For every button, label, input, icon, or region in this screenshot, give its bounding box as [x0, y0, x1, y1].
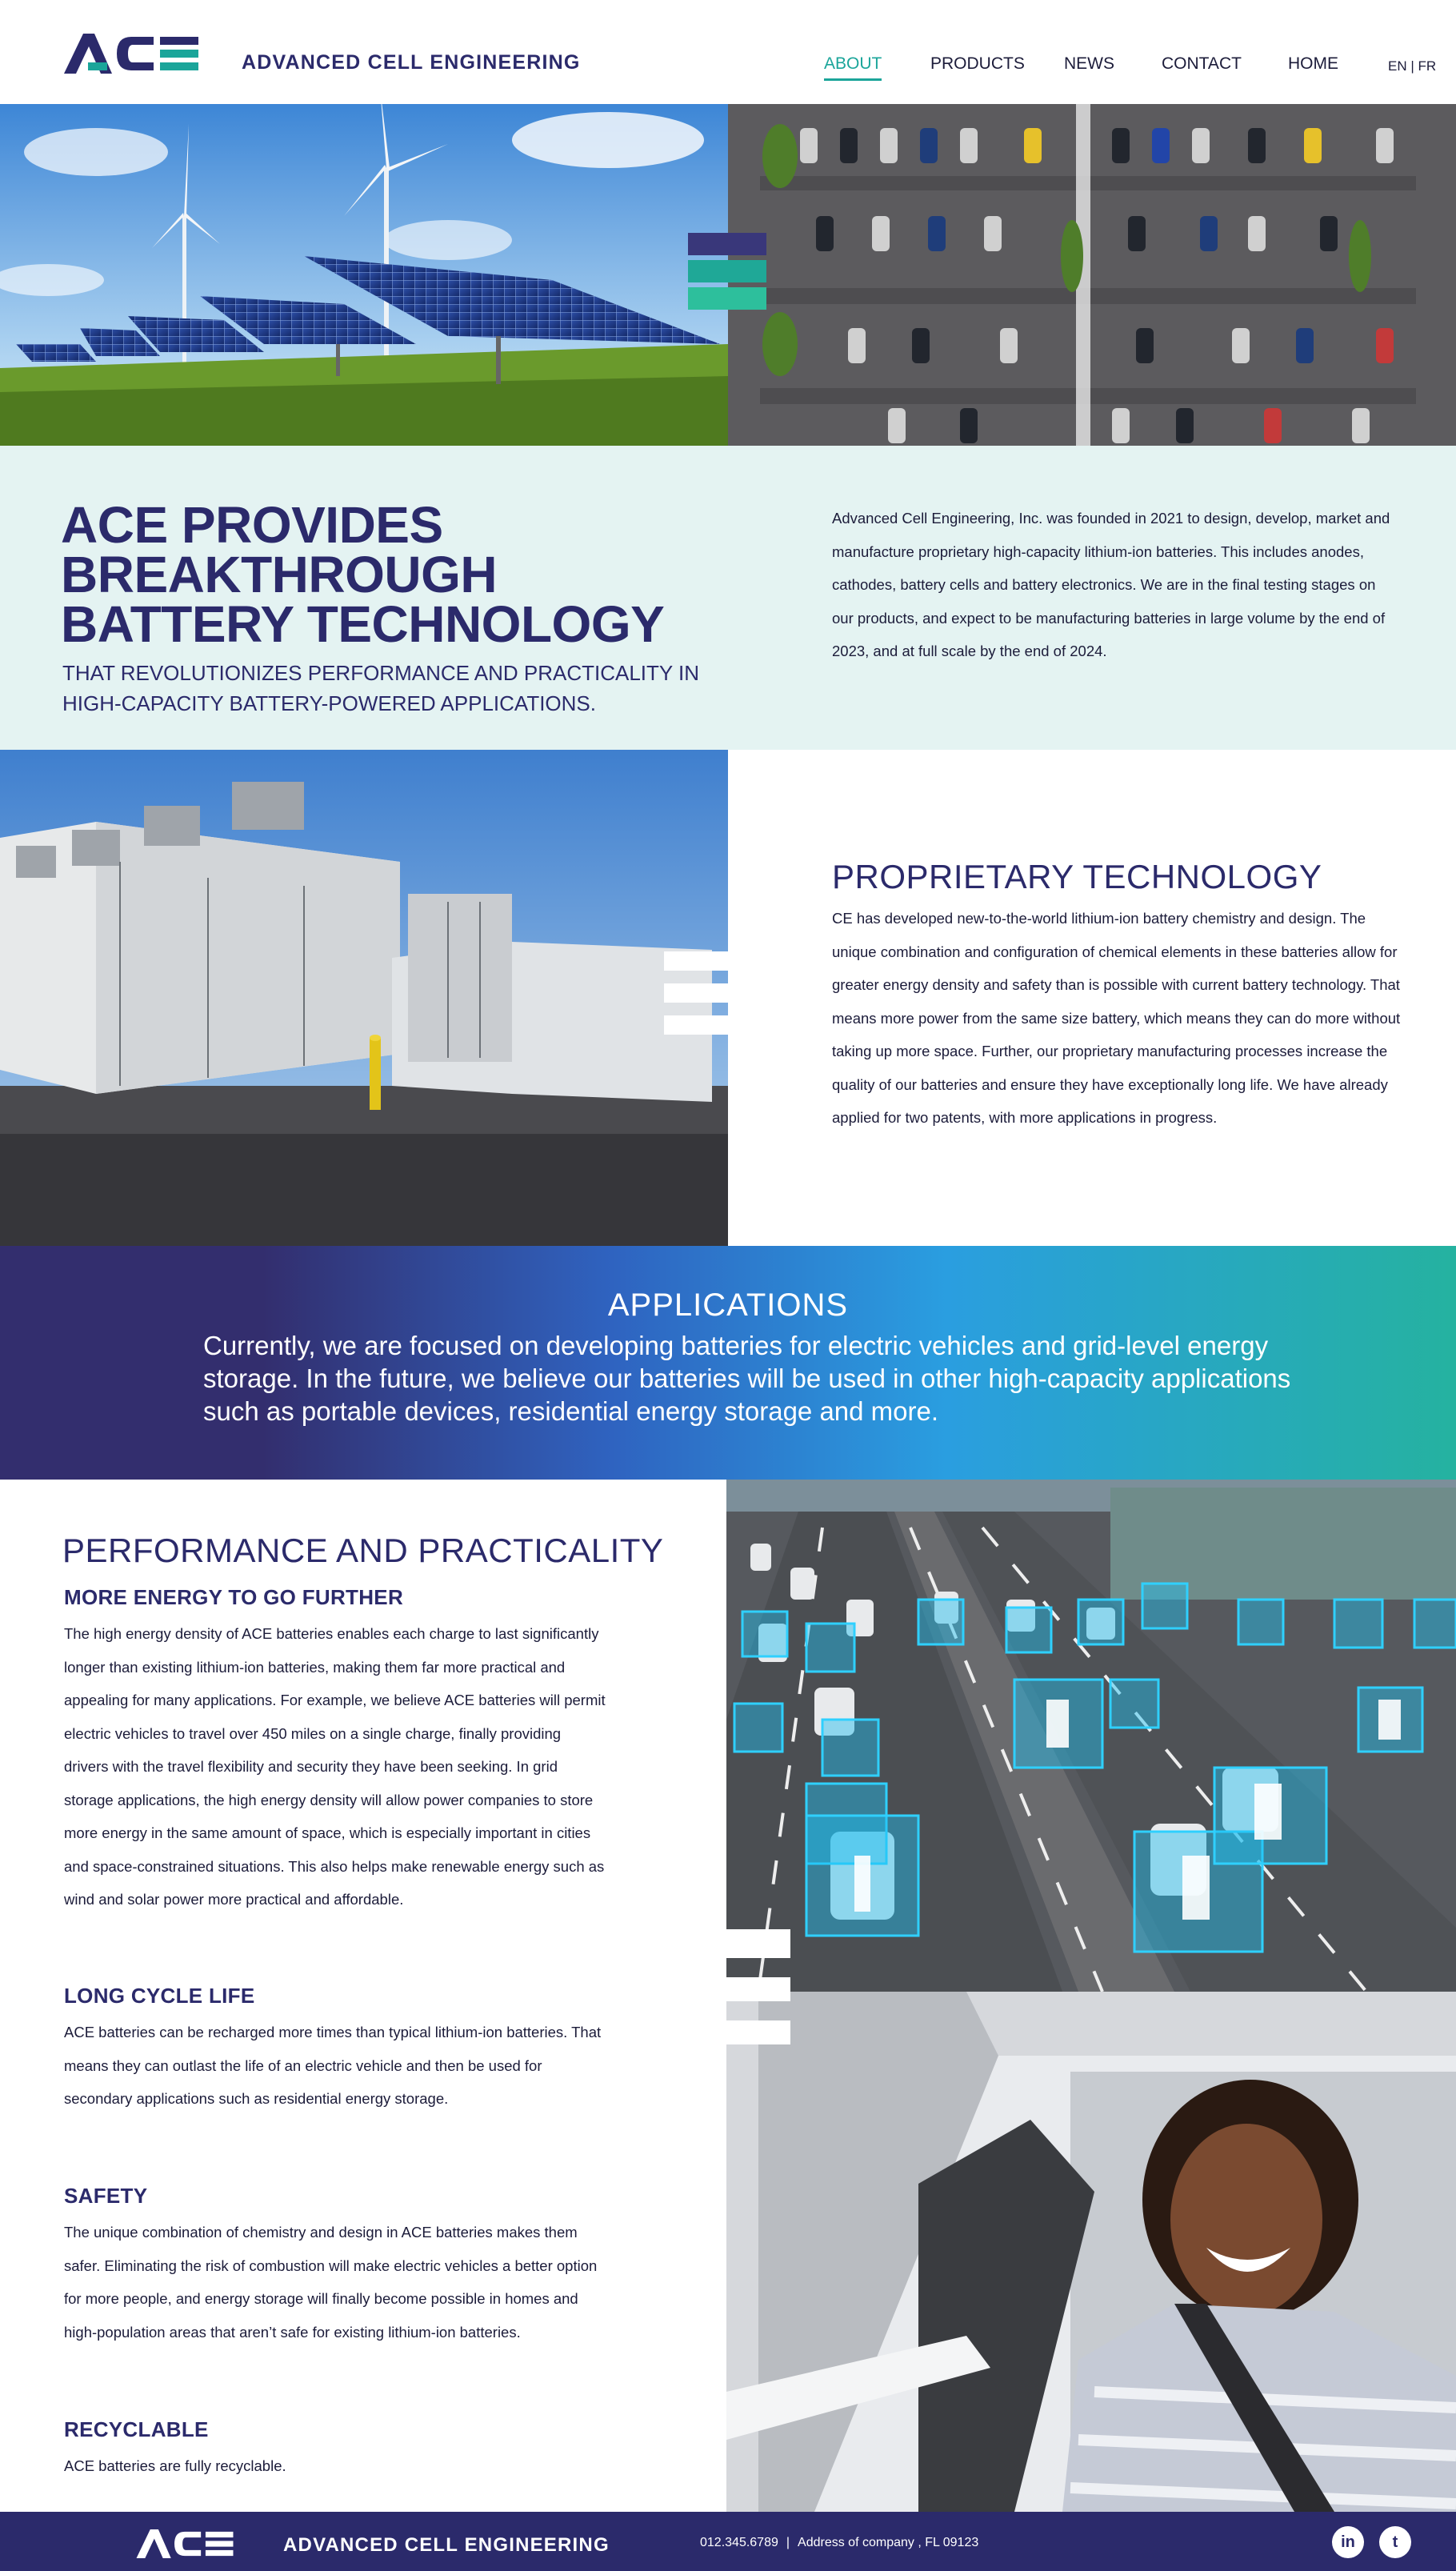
accent-bar [688, 233, 766, 255]
site-footer [0, 2512, 1456, 2571]
intro-headline: ACE PROVIDES BREAKTHROUGH BATTERY TECHNOLOGY [61, 496, 665, 653]
section-text-safety: The unique combination of chemistry and design in ACE batteries makes them safer. Eliminating the risk of combustion will make electric vehicles a better option for more people, and energy storage will finally become possible in homes and high-population areas that aren’t safe for existing lithium-ion batteries. [64, 2224, 598, 2341]
applications-section [0, 1246, 1456, 1480]
section-text-recyclable: ACE batteries are fully recyclable. [64, 2457, 286, 2474]
woman-driving-image [726, 1992, 1456, 2512]
hero-images [0, 104, 1456, 446]
footer-address: Address of company , FL 09123 [798, 2536, 979, 2549]
image-accent-bars-2 [726, 1929, 790, 2056]
intro-subheadline: THAT REVOLUTIONIZES PERFORMANCE AND PRACTICALITY IN HIGH-CAPACITY BATTERY-POWERED APPLICATIONS. [62, 661, 700, 715]
twitter-icon[interactable]: t [1379, 2526, 1411, 2558]
nav-products[interactable]: PRODUCTS [930, 54, 1025, 73]
applications-title: APPLICATIONS [607, 1288, 849, 1323]
footer-contact [700, 2536, 978, 2550]
intro-section [0, 446, 1456, 750]
performance-title: PERFORMANCE AND PRACTICALITY [62, 1532, 664, 1569]
ace-logo[interactable] [64, 34, 198, 74]
ace-footer-logo[interactable] [133, 2529, 237, 2558]
nav-home[interactable]: HOME [1288, 54, 1338, 73]
nav-about[interactable]: ABOUT [824, 54, 882, 73]
section-heading-recyclable: RECYCLABLE [64, 2417, 209, 2441]
section-text-energy: The high energy density of ACE batteries enables each charge to last significantly longer than existing lithium-ion batteries, making them far more practical and appealing for many applications. For example, we believe ACE batteries will permit electric vehicles to travel over 450 miles on a single charge, finally providing drivers with the travel flexibility and security they have been seeking. In grid storage applications, the high energy density will allow power companies to store more energy in the same amount of space, which is especially important in cities and space-constrained situations. This also helps make renewable energy such as wind and solar power more practical and affordable. [64, 1625, 606, 1908]
site-header [0, 0, 1456, 104]
section-heading-energy: MORE ENERGY TO GO FURTHER [64, 1585, 404, 1609]
applications-paragraph: Currently, we are focused on developing batteries for electric vehicles and grid-level energy storage. In the future, we believe our batteries will be used in other high-capacity applications such as portable devices, residential energy storage and more. [203, 1331, 1291, 1426]
highway-traffic-image [726, 1480, 1456, 1992]
section-heading-cycle: LONG CYCLE LIFE [64, 1984, 255, 2008]
nav-news[interactable]: NEWS [1064, 54, 1114, 73]
footer-brand: ADVANCED CELL ENGINEERING [283, 2534, 610, 2556]
footer-separator: | [786, 2536, 790, 2549]
intro-paragraph: Advanced Cell Engineering, Inc. was founded in 2021 to design, develop, market and manufacture proprietary high-capacity lithium-ion batteries. This includes anodes, cathodes, battery cells and battery electronics. We are in the final testing stages on our products, and expect to be manufacturing batteries in large volume by the end of 2023, and at full scale by the end of 2024. [832, 510, 1390, 659]
nav-contact[interactable]: CONTACT [1162, 54, 1242, 73]
footer-phone[interactable]: 012.345.6789 [700, 2536, 778, 2549]
section-heading-safety: SAFETY [64, 2184, 148, 2208]
accent-bar [688, 260, 766, 282]
proprietary-title: PROPRIETARY TECHNOLOGY [832, 858, 1322, 895]
solar-farm-image [0, 104, 728, 446]
brand-name: ADVANCED CELL ENGINEERING [242, 51, 581, 74]
battery-container-image [0, 750, 728, 1246]
linkedin-icon[interactable]: in [1332, 2526, 1364, 2558]
parking-lot-image [728, 104, 1456, 446]
performance-section [0, 1480, 1456, 2512]
hero-banner [0, 104, 1456, 446]
language-switcher[interactable]: EN | FR [1388, 58, 1437, 74]
section-text-cycle: ACE batteries can be recharged more times than typical lithium-ion batteries. That means they can outlast the life of an electric vehicle and then be used for secondary applications such as residential energy storage. [64, 2024, 602, 2107]
image-accent-bars [664, 951, 728, 1035]
proprietary-section [0, 750, 1456, 1246]
proprietary-paragraph: CE has developed new-to-the-world lithium-ion battery chemistry and design. The unique combination and configuration of chemical elements in these batteries allow for greater energy density and safety than is possible with current battery technology. That means more power from the same size battery, which means they can do more without taking up more space. Further, our proprietary manufacturing processes increase the quality of our batteries and ensure they have exceptionally long life. We have already applied for two patents, with more applications in progress. [832, 910, 1401, 1126]
accent-bar [688, 287, 766, 310]
